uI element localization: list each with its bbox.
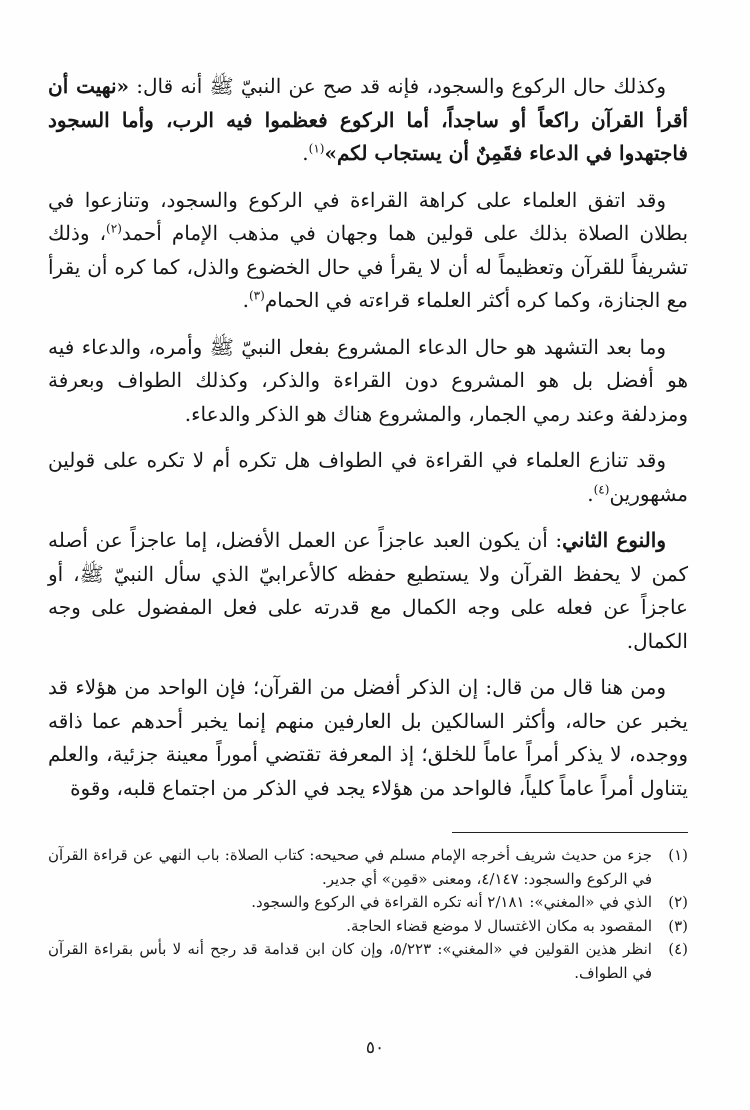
footnote-2 xyxy=(48,891,688,915)
footnote-text: المقصود به مكان الاغتسال لا موضع قضاء الحاجة. xyxy=(346,916,652,935)
paragraph-text: ، وذلك تشريفاً للقرآن وتعظيماً له أن لا يقرأ في حال الخضوع والذل، كما كره أن يقرأ مع الجنازة، وكما كره أكثر العلماء قراءته في الحمام xyxy=(48,221,688,312)
footnote-ref-3: (٣) xyxy=(248,288,265,303)
page-number: ٥٠ xyxy=(365,1038,385,1058)
footnote-1 xyxy=(48,844,688,891)
footnote-ref-2: (٢) xyxy=(106,221,122,236)
hadith-quote: «نهيت أن أقرأ القرآن راكعاً أو ساجداً، أما الركوع فعظموا فيه الرب، وأما السجود فاجتهدوا في الدعاء فقَمِنٌ أن يستجاب لكم» xyxy=(48,74,688,165)
paragraph-text: . xyxy=(587,481,594,506)
paragraph-1 xyxy=(48,70,688,171)
paragraph-6 xyxy=(48,671,688,805)
paragraph-text: وكذلك حال الركوع والسجود، فإنه قد صح عن النبيّ ﷺ أنه قال: xyxy=(129,74,666,98)
paragraph-5 xyxy=(48,524,688,658)
paragraph-text: : أن يكون العبد عاجزاً عن العمل الأفضل، إما عاجزاً عن أصله كمن لا يحفظ القرآن ولا يستطيع حفظه كالأعرابيّ الذي سأل النبيّ ﷺ، أو عاجزاً عن فعله على وجه الكمال مع قدرته على فعل المفضول على وجه الكمال. xyxy=(48,528,688,653)
paragraph-text: . xyxy=(242,288,249,312)
paragraph-text: ومن هنا قال من قال: إن الذكر أفضل من القرآن؛ فإن الواحد من هؤلاء قد يخبر عن حاله، وأكثر السالكين بل العارفين منهم إنما يخبر أحدهم عما ذاقه ووجده، لا يذكر أمراً عاماً للخلق؛ إذ المعرفة تقتضي أموراً معينة جزئية، والعلم يتناول أمراً عاماً كلياً، فالواحد من هؤلاء يجد في الذكر من اجتماع قلبه، وقوة xyxy=(48,675,688,800)
footnote-text: انظر هذين القولين في «المغني»: ٥/٢٢٣، وإن كان ابن قدامة قد رجح أنه لا بأس بقراءة القرآن في الطواف. xyxy=(48,940,652,982)
paragraph-text: وما بعد التشهد هو حال الدعاء المشروع بفعل النبيّ ﷺ وأمره، والدعاء فيه هو أفضل بل هو المشروع دون القراءة والذكر، وكذلك الطواف وبعرفة ومزدلفة وعند رمي الجمار، والمشروع هناك هو الذكر والدعاء. xyxy=(48,334,688,426)
footnote-text: جزء من حديث شريف أخرجه الإمام مسلم في صحيحه: كتاب الصلاة: باب النهي عن قراءة القرآن في الركوع والسجود: ٤/١٤٧، ومعنى «قمِن» أي جدير. xyxy=(48,846,652,888)
section-heading: والنوع الثاني xyxy=(562,528,666,552)
footnote-text: الذي في «المغني»: ٢/١٨١ أنه تكره القراءة في الركوع والسجود. xyxy=(251,893,652,911)
footnote-number: (٤) xyxy=(668,940,688,958)
footnote-divider xyxy=(452,832,688,833)
footnote-ref-1: (١) xyxy=(308,141,325,156)
footnote-3 xyxy=(48,915,688,939)
paragraph-2 xyxy=(48,184,688,318)
main-text xyxy=(48,70,688,818)
footnote-4 xyxy=(48,938,688,985)
paragraph-text: وقد تنازع العلماء في القراءة في الطواف هل تكره أم لا تكره على قولين مشهورين xyxy=(48,448,688,506)
paragraph-3 xyxy=(48,331,688,432)
paragraph-text: . xyxy=(302,141,309,165)
footnote-ref-4: (٤) xyxy=(593,481,610,496)
footnote-number: (٢) xyxy=(668,893,688,911)
paragraph-text: وقد اتفق العلماء على كراهة القراءة في الركوع والسجود، وتنازعوا في بطلان الصلاة بذلك على قولين هما وجهان في مذهب الإمام أحمد xyxy=(48,187,689,245)
footnote-number: (١) xyxy=(668,846,688,864)
footnote-number: (٣) xyxy=(668,916,688,935)
footnotes xyxy=(48,844,688,985)
paragraph-4 xyxy=(48,444,688,511)
